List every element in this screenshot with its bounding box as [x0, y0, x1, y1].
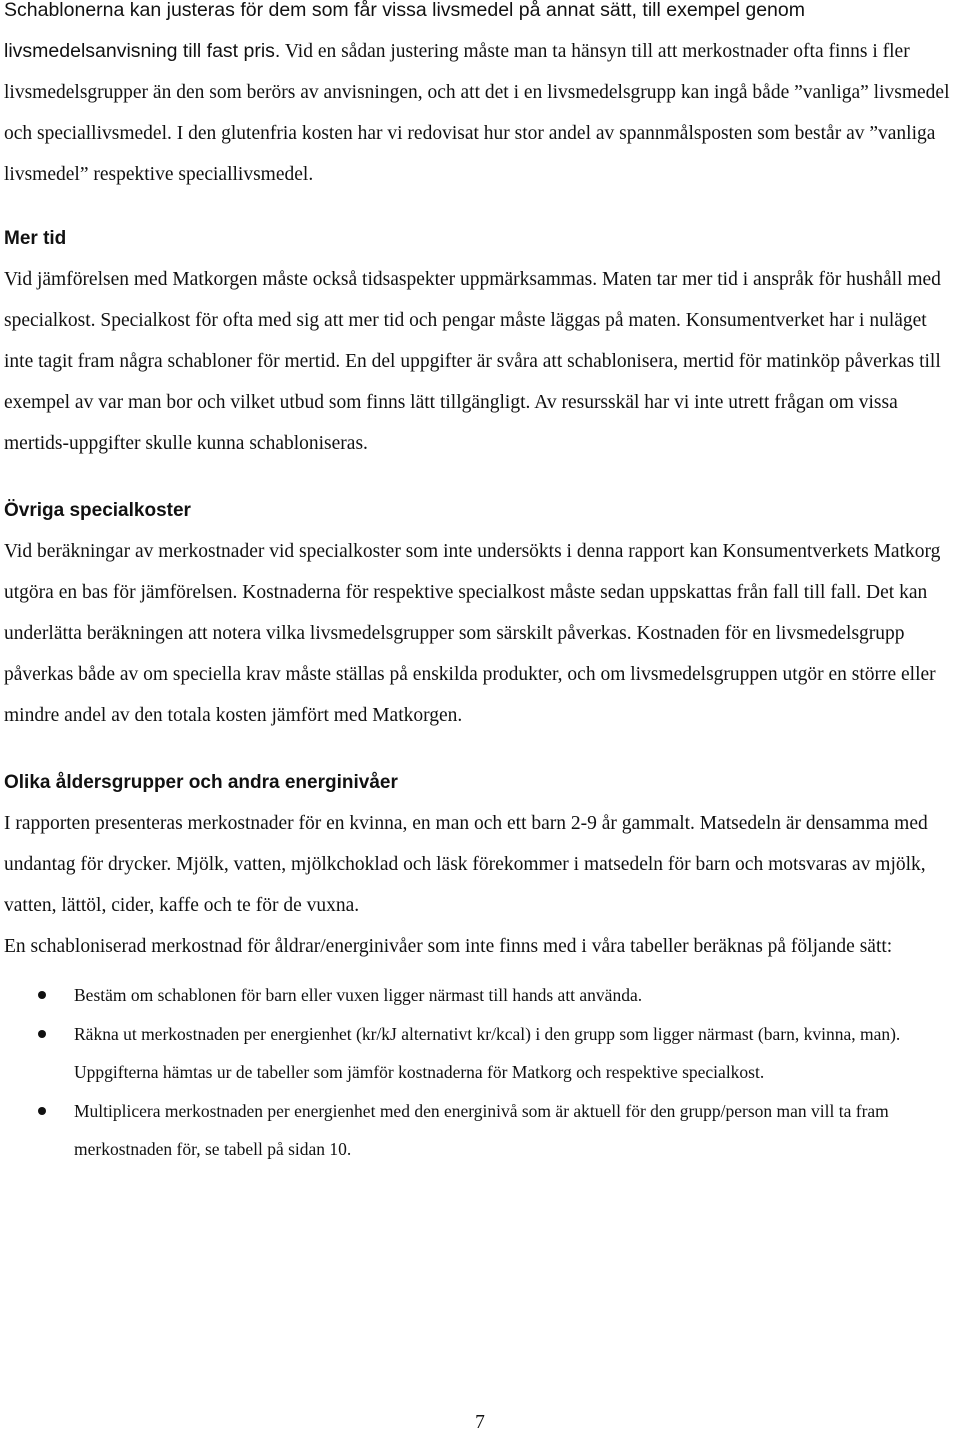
paragraph-aldersgrupper-1: I rapporten presenteras merkostnader för en kvinna, en man och ett barn 2-9 år gammalt. Matsedeln är densamma med undantag för drycker. Mjölk, vatten, mjölkchoklad och läsk förekommer i matsedeln för barn och motsvaras av mjölk, vatten, lättöl, cider, kaffe och te för de vuxna. — [4, 813, 928, 916]
bullet-list — [4, 976, 956, 1168]
bullet-text: Bestäm om schablonen för barn eller vuxen ligger närmast till hands att använda. — [74, 985, 643, 1005]
bullet-item — [4, 1092, 956, 1168]
bullet-text: Räkna ut merkostnaden per energienhet (kr/kJ alternativt kr/kcal) i den grupp som ligger närmast (barn, kvinna, man). Uppgifterna hämtas ur de tabeller som jämför kostnaderna för Matkorg och respektive specialkost. — [74, 1024, 901, 1082]
page-number: 7 — [475, 1412, 485, 1433]
bullet-dot-icon — [38, 1030, 46, 1038]
bullet-text: Multiplicera merkostnaden per energienhet med den energinivå som är aktuell för den grupp/person man vill ta fram merkostnaden för, se tabell på sidan 10. — [74, 1101, 889, 1159]
intro-sans-text: Schablonerna kan justeras för dem som får vissa livsmedel på annat sätt, till exempel genom livsmedelsanvisning till fast pris. — [4, 0, 805, 62]
paragraph-ovriga-specialkoster: Vid beräkningar av merkostnader vid specialkoster som inte undersökts i denna rapport kan Konsumentverkets Matkorg utgöra en bas för jämförelsen. Kostnaderna för respektive specialkost måste sedan uppskattas från fall till fall. Det kan underlätta beräkningen att notera vilka livsmedelsgrupper som särskilt påverkas. Kostnaden för en livsmedelsgrupp påverkas både av om speciella krav måste ställas på enskilda produkter, och om livsmedelsgruppen utgör en större eller mindre andel av den totala kosten jämfört med Matkorgen. — [4, 541, 941, 726]
intro-paragraph — [4, 0, 956, 195]
bullet-item — [4, 976, 956, 1014]
intro-serif-text: Vid en sådan justering måste man ta hänsyn till att merkostnader ofta finns i fler livsmedelsgrupper än den som berörs av anvisningen, och att det i en livsmedelsgrupp kan ingå både ”vanliga” livsmedel och speciallivsmedel. I den glutenfria kosten har vi redovisat hur stor andel av spannmålsposten som består av ”vanliga livsmedel” respektive speciallivsmedel. — [4, 41, 950, 185]
bullet-dot-icon — [38, 991, 46, 999]
heading-aldersgrupper: Olika åldersgrupper och andra energinivåer — [4, 772, 398, 793]
paragraph-mer-tid: Vid jämförelsen med Matkorgen måste också tidsaspekter uppmärksammas. Maten tar mer tid i anspråk för hushåll med specialkost. Specialkost för ofta med sig att mer tid och pengar måste läggas på maten. Konsumentverket har i nuläget inte tagit fram några schabloner för mertid. En del uppgifter är svåra att schablonisera, mertid för matinköp påverkas till exempel av var man bor och vilket utbud som finns lätt tillgängligt. Av resursskäl har vi inte utrett frågan om vissa mertids-uppgifter skulle kunna schabloniseras. — [4, 269, 941, 454]
heading-mer-tid: Mer tid — [4, 228, 67, 249]
paragraph-aldersgrupper-2: En schabloniserad merkostnad för åldrar/energinivåer som inte finns med i våra tabeller beräknas på följande sätt: — [4, 936, 893, 957]
heading-ovriga-specialkoster: Övriga specialkoster — [4, 500, 191, 521]
document-page — [4, 0, 956, 1169]
bullet-dot-icon — [38, 1107, 46, 1115]
bullet-item — [4, 1015, 956, 1091]
